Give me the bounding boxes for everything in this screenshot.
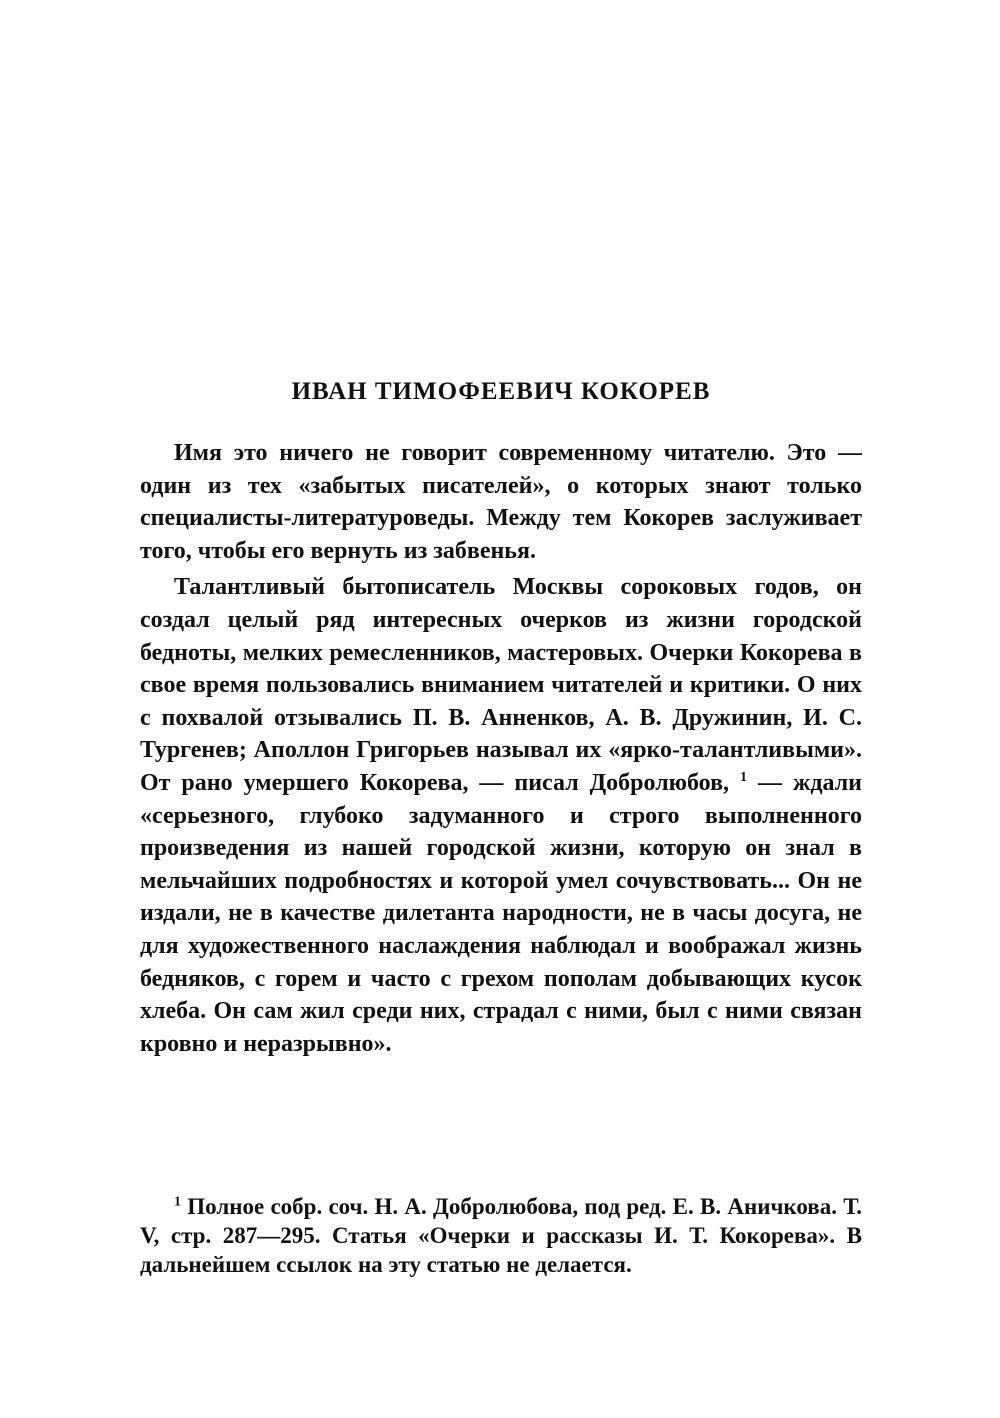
main-text: [140, 437, 862, 1064]
paragraph-2-part-1: Талантливый бытописатель Москвы сороковых годов, он создал целый ряд интересных очерков из жизни городской бедноты, мелких ремесленников, мастеровых. Очерки Кокорева в свое время пользовались вниманием читателей и критики. О них с похвалой отзывались П. В. Анненков, А. В. Дружинин, И. С. Тургенев; Аполлон Григорьев называл их «ярко-талантливыми». От рано умершего Кокорева, — писал Добролюбов,: [140, 574, 862, 796]
footnote: [140, 1192, 862, 1279]
chapter-title: ИВАН ТИМОФЕЕВИЧ КОКОРЕВ: [291, 378, 711, 405]
footnote-marker: 1: [174, 1194, 181, 1210]
footnote-reference: 1: [740, 769, 748, 785]
book-page: [140, 0, 862, 1418]
paragraph-2-part-2: — ждали «серьезного, глубоко задуманного и строго выполненного произведения из нашей городской жизни, которую он знал в мельчайших подробностях и которой умел сочувствовать... Он не издали, не в качестве дилетанта народности, не в часы досуга, не для художественного наслаждения наблюдал и воображал жизнь бедняков, с горем и часто с грехом пополам добывающих кусок хлеба. Он сам жил среди них, страдал с ними, был с ними связан кровно и неразрывно».: [140, 769, 862, 1057]
footnote-text: Полное собр. соч. Н. А. Добролюбова, под ред. Е. В. Аничкова. Т. V, стр. 287—295. Статья «Очерки и рассказы И. Т. Кокорева». В дальнейшем ссылок на эту статью не делается.: [140, 1194, 863, 1277]
paragraph-1: Имя это ничего не говорит современному читателю. Это — один из тех «забытых писателей», о которых знают только специалисты-литературоведы. Между тем Кокорев заслуживает того, чтобы его вернуть из забвенья.: [140, 440, 862, 564]
paragraph-2: [140, 571, 862, 1060]
